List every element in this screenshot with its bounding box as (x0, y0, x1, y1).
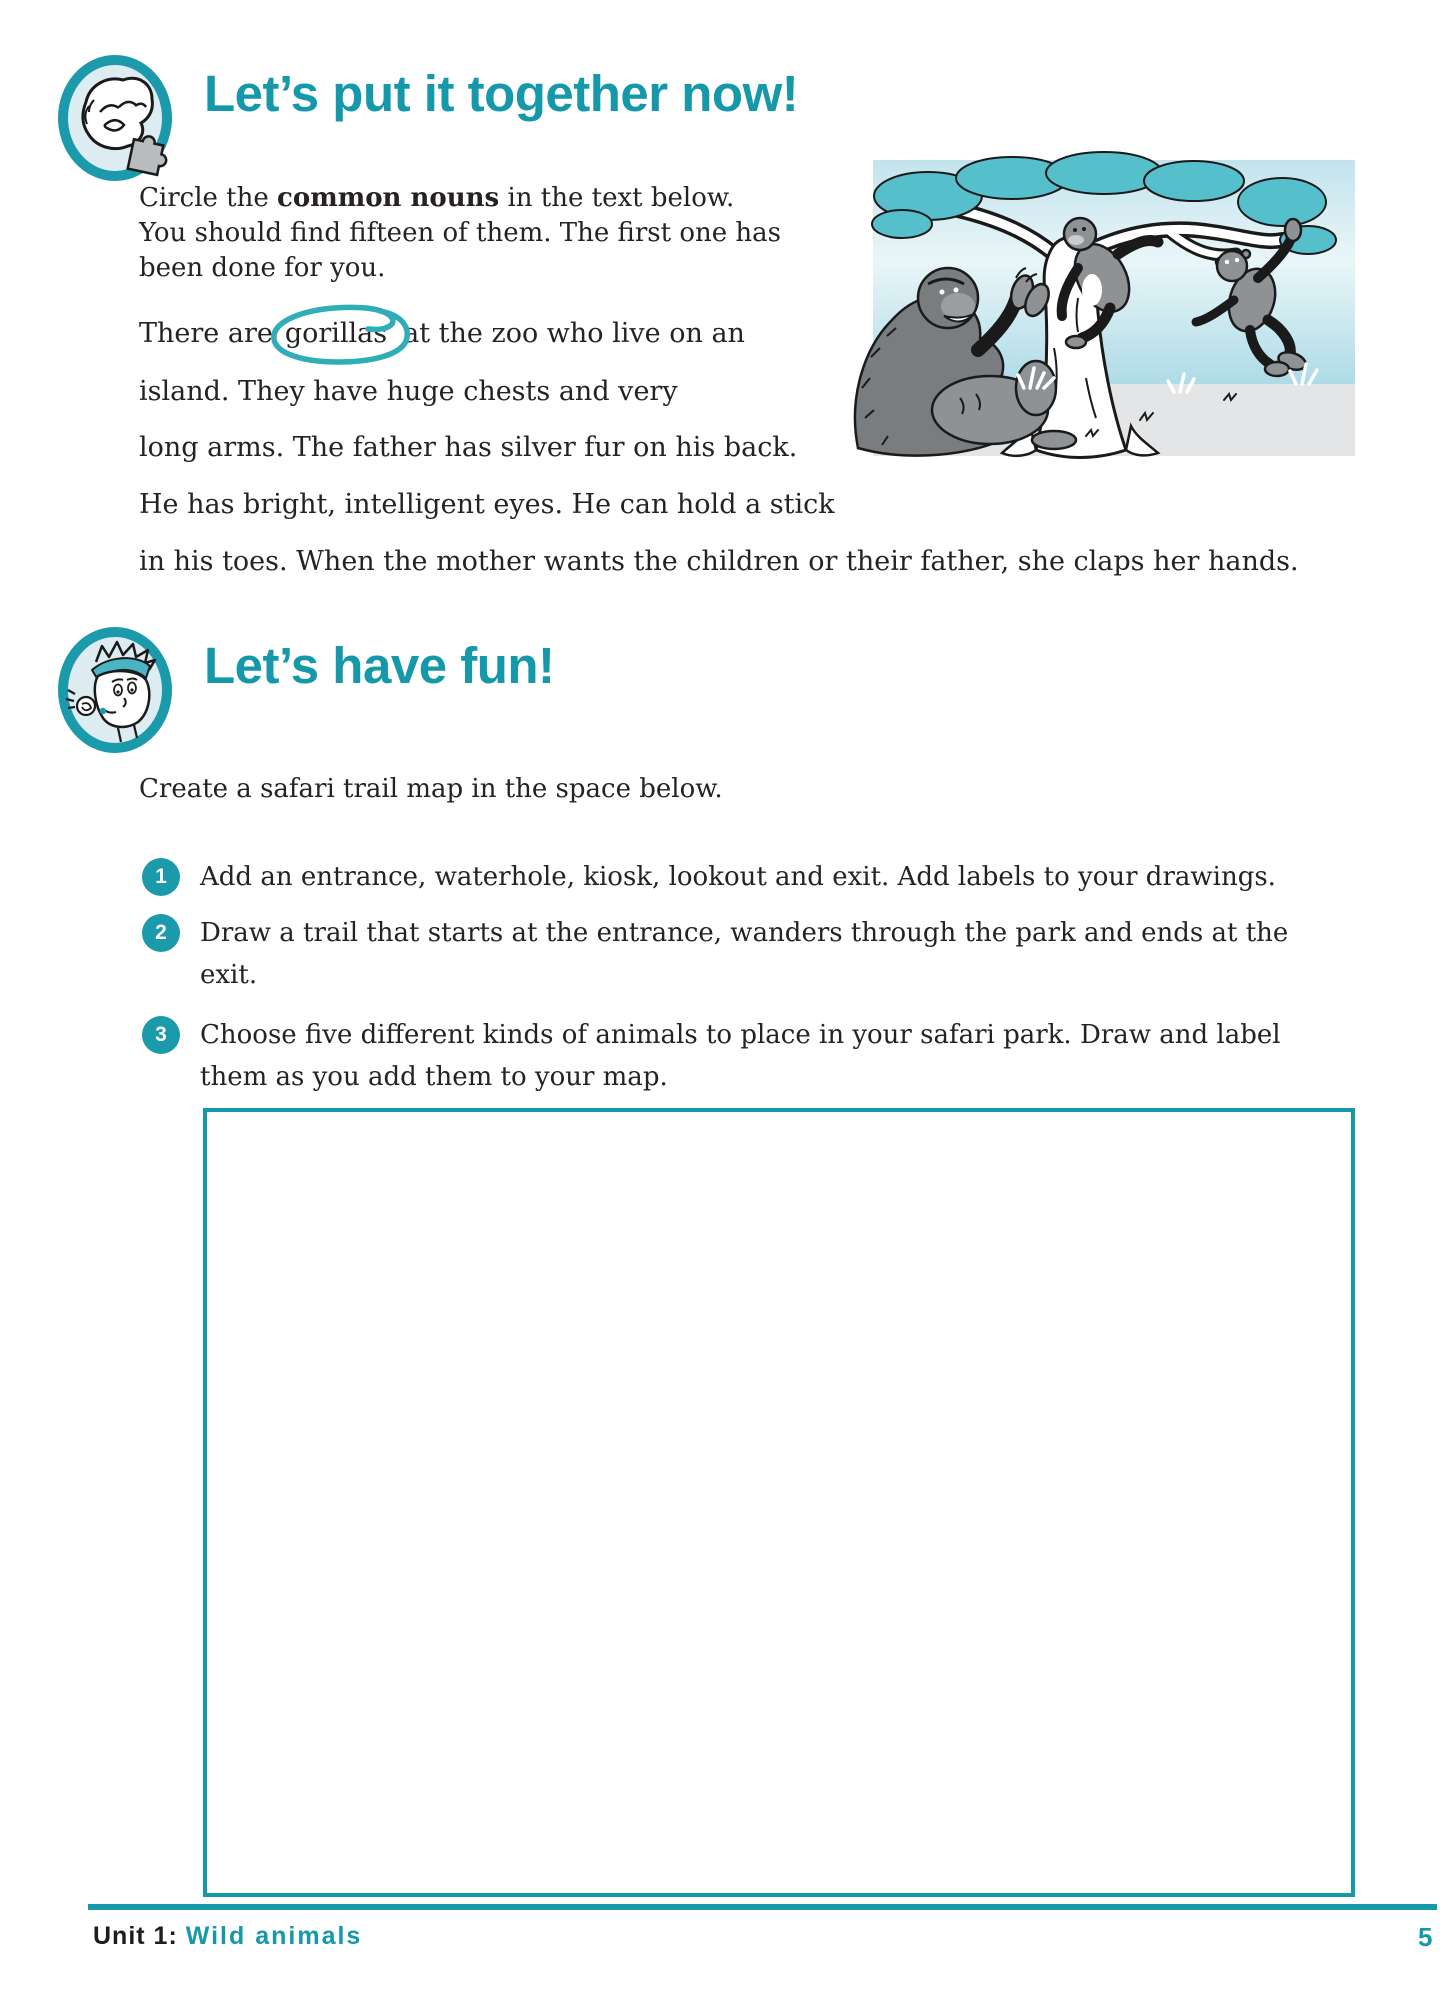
step-badge: 3 (142, 1016, 180, 1054)
passage-line: There are gorillas at the zoo who live on an (139, 318, 745, 349)
step-line: Draw a trail that starts at the entrance, wanders through the park and ends at the (200, 918, 1289, 948)
passage-line: He has bright, intelligent eyes. He can hold a stick (139, 489, 835, 520)
instruction-line: You should find fifteen of them. The first one has (139, 218, 781, 248)
circled-word: gorillas (285, 318, 387, 349)
step-line: Choose five different kinds of animals to place in your safari park. Draw and label (200, 1020, 1281, 1050)
footer-unit-label: Unit 1: (93, 1922, 178, 1950)
step-line: them as you add them to your map. (200, 1062, 668, 1092)
step-line: exit. (200, 960, 258, 990)
passage-line: island. They have huge chests and very (139, 376, 678, 407)
footer (93, 1922, 362, 1951)
step-text (200, 1014, 1380, 1098)
step-text (200, 856, 1380, 898)
passage-line: in his toes. When the mother wants the children or their father, she claps her hands. (139, 546, 1299, 577)
instruction-line: been done for you. (139, 253, 386, 283)
section2-heading: Let’s have fun! (204, 637, 555, 694)
footer-rule (88, 1904, 1437, 1910)
passage-line: long arms. The father has silver fur on his back. (139, 432, 798, 463)
drawing-area[interactable] (203, 1108, 1355, 1897)
whistling-boy-icon (56, 626, 174, 754)
step-line: Add an entrance, waterhole, kiosk, lookout and exit. Add labels to your drawings. (200, 862, 1276, 892)
footer-unit-title: Wild animals (185, 1922, 363, 1950)
step-text (200, 912, 1380, 996)
instruction-line: Circle the common nouns in the text below. (139, 183, 735, 213)
section1-heading: Let’s put it together now! (204, 65, 799, 122)
gorillas-at-tree-illustration (840, 148, 1360, 468)
step-badge: 1 (142, 858, 180, 896)
step-badge: 2 (142, 914, 180, 952)
fist-holding-puzzle-piece-icon (56, 54, 174, 182)
page-number: 5 (1418, 1922, 1433, 1952)
section1-instructions (139, 181, 781, 286)
section2-intro: Create a safari trail map in the space below. (139, 774, 723, 804)
